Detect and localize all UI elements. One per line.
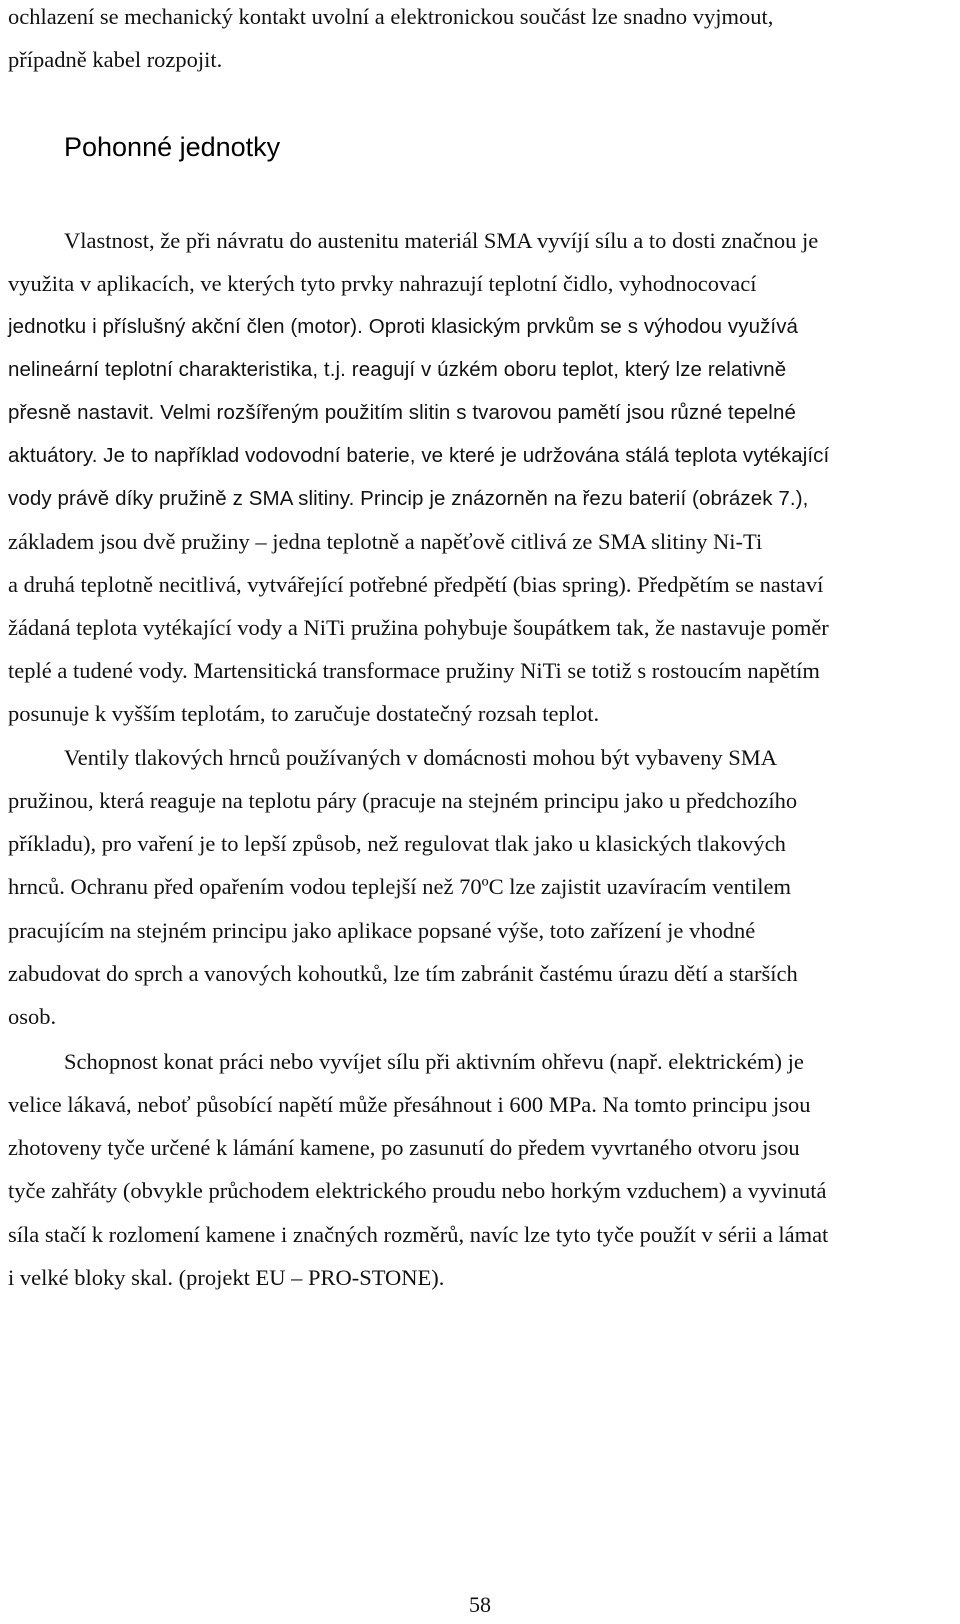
intro-line-2: případně kabel rozpojit. (8, 47, 223, 72)
section-heading: Pohonné jednotky (64, 132, 281, 162)
paragraph1-line: nelineární teplotní charakteristika, t.j. reagují v úzkém oboru teplot, který lze relativně (8, 358, 787, 381)
paragraph2-line: Ventily tlakových hrnců používaných v domácnosti mohou být vybaveny SMA (64, 745, 778, 770)
paragraph1-line: základem jsou dvě pružiny – jedna teplotně a napěťově citlivá ze SMA slitiny Ni-Ti (8, 529, 763, 554)
paragraph2-line: pružinou, která reaguje na teplotu páry (pracuje na stejném principu jako u předchozího (8, 788, 798, 813)
paragraph1-line: a druhá teplotně necitlivá, vytvářející potřebné předpětí (bias spring). Předpětím se nastaví (8, 572, 824, 597)
paragraph1-line: jednotku i příslušný akční člen (motor). Oproti klasickým prvkům se s výhodou využívá (8, 315, 799, 338)
paragraph3-line: i velké bloky skal. (projekt EU – PRO-STONE). (8, 1265, 445, 1290)
paragraph2-line: osob. (8, 1004, 57, 1029)
paragraph1-line: posunuje k vyšším teplotám, to zaručuje dostatečný rozsah teplot. (8, 701, 600, 726)
paragraph1-line: přesně nastavit. Velmi rozšířeným použitím slitin s tvarovou pamětí jsou různé tepelné (8, 401, 796, 424)
paragraph2-line: pracujícím na stejném principu jako aplikace popsané výše, toto zařízení je vhodné (8, 918, 756, 943)
paragraph1-line: teplé a tudené vody. Martensitická transformace pružiny NiTi se totiž s rostoucím napětím (8, 658, 820, 683)
paragraph1-line: vody právě díky pružině z SMA slitiny. Princip je znázorněn na řezu baterií (obrázek 7.), (8, 487, 809, 510)
intro-line-1: ochlazení se mechanický kontakt uvolní a elektronickou součást lze snadno vyjmout, (8, 4, 774, 29)
paragraph3-line: tyče zahřáty (obvykle průchodem elektrického proudu nebo horkým vzduchem) a vyvinutá (8, 1178, 827, 1203)
page-number: 58 (469, 1592, 491, 1617)
paragraph1-line: žádaná teplota vytékající vody a NiTi pružina pohybuje šoupátkem tak, že nastavuje poměr (8, 615, 829, 640)
paragraph1-line: využita v aplikacích, ve kterých tyto prvky nahrazují teplotní čidlo, vyhodnocovací (8, 271, 757, 296)
paragraph3-line: Schopnost konat práci nebo vyvíjet sílu při aktivním ohřevu (např. elektrickém) je (64, 1049, 804, 1074)
paragraph3-line: zhotoveny tyče určené k lámání kamene, po zasunutí do předem vyvrtaného otvoru jsou (8, 1135, 800, 1160)
paragraph2-line: zabudovat do sprch a vanových kohoutků, lze tím zabránit častému úrazu dětí a starších (8, 961, 798, 986)
paragraph3-line: velice lákavá, neboť působící napětí může přesáhnout i 600 MPa. Na tomto principu jsou (8, 1092, 811, 1117)
paragraph2-line: hrnců. Ochranu před opařením vodou teplejší než 70ºC lze zajistit uzavíracím ventilem (8, 874, 791, 899)
paragraph2-line: příkladu), pro vaření je to lepší způsob, než regulovat tlak jako u klasických tlakových (8, 831, 786, 856)
paragraph1-line: Vlastnost, že při návratu do austenitu materiál SMA vyvíjí sílu a to dosti značnou je (64, 228, 819, 253)
paragraph3-line: síla stačí k rozlomení kamene i značných rozměrů, navíc lze tyto tyče použít v sérii a lámat (8, 1222, 829, 1247)
paragraph1-line: aktuátory. Je to například vodovodní baterie, ve které je udržována stálá teplota vytékající (8, 444, 830, 467)
